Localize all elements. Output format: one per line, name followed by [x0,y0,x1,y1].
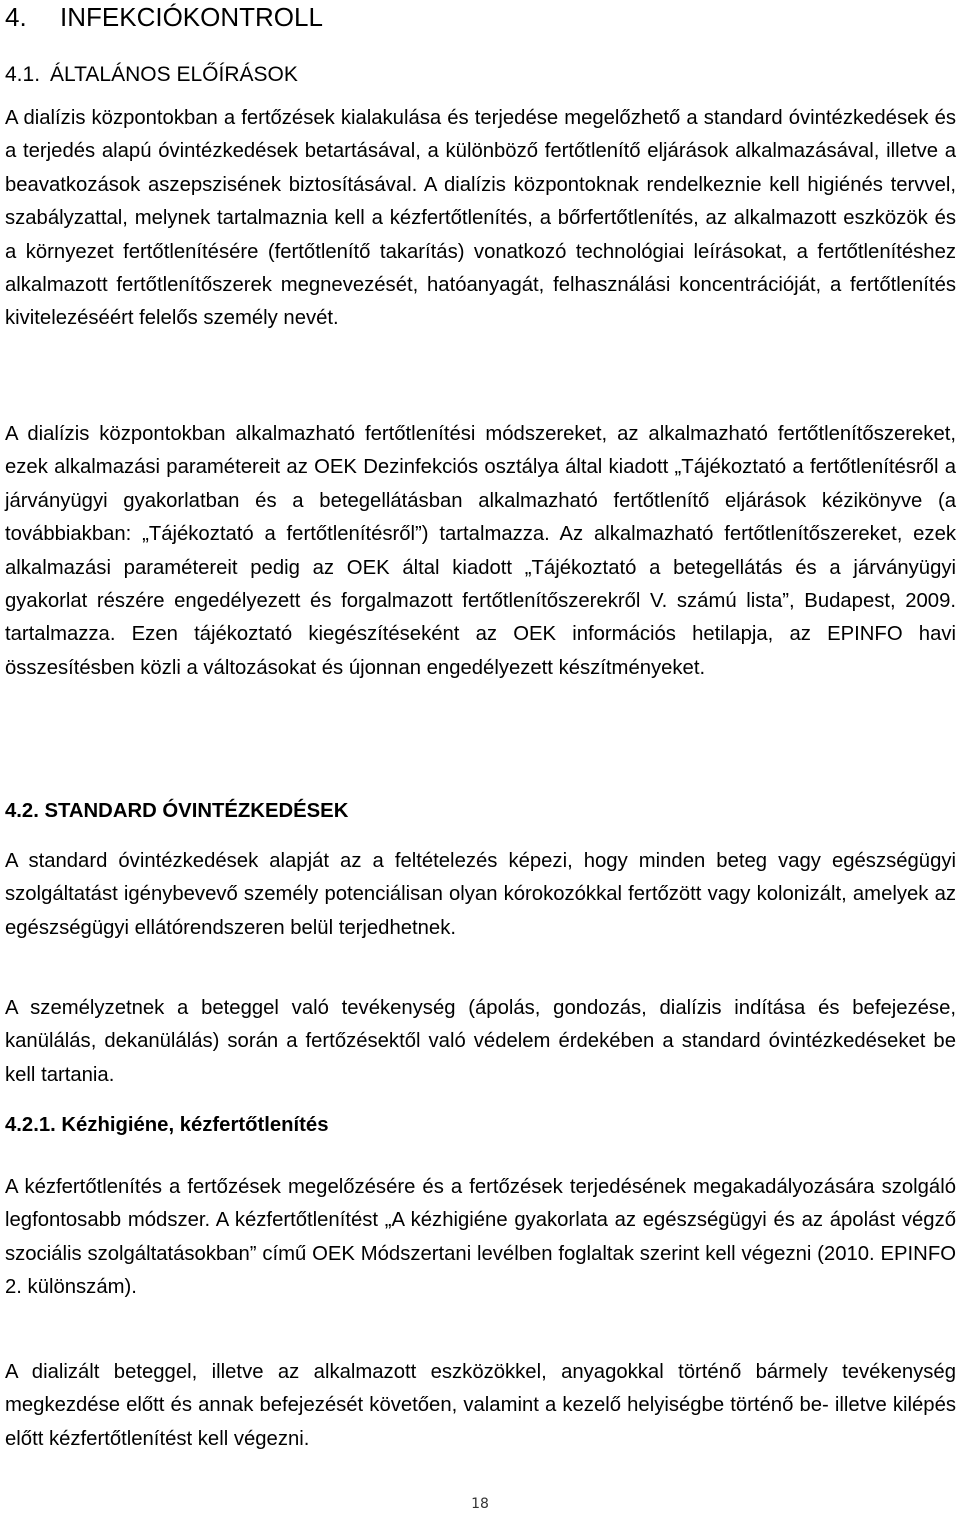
section-number-4-1: 4.1. [5,63,41,86]
paragraph-4-2-1: A standard óvintézkedések alapját az a feltételezés képezi, hogy minden beteg vagy egészségügyi szolgáltatást igénybevevő személy potenciálisan olyan kórokozókkal fertőzött vagy kolonizált, amelyek az egészségügyi ellátórendszeren belül terjedhetnek. [5,850,956,939]
section-title-4-2-1: Kézhigiéne, kézfertőtlenítés [61,1114,329,1136]
section-number-4-2-1: 4.2.1. [5,1114,56,1136]
page-number: 18 [471,1496,489,1512]
chapter-heading [5,2,323,33]
section-heading-4-2 [5,800,956,823]
paragraph-4-2-1-2: A dializált beteggel, illetve az alkalmazott eszközökkel, anyagokkal történő bármely tevékenység megkezdése előtt és annak befejezését követően, valamint a kezelő helyiségbe történő be- illetve kilépés előtt kézfertőtlenítést kell végezni. [5,1361,956,1450]
section-number-4-2: 4.2. [5,800,39,822]
paragraph-4-1-2: A dialízis központokban alkalmazható fertőtlenítési módszereket, az alkalmazható fertőtlenítőszereket, ezek alkalmazási paramétereit az OEK Dezinfekciós osztálya által kiadott „Tájékoztató a fertőtlenítésről a járványügyi gyakorlatban és a betegellátásban alkalmazható fertőtlenítő eljárások kézikönyve (a továbbiakban: „Tájékoztató a fertőtlenítésről”) tartalmazza. Az alkalmazható fertőtlenítőszereket, ezek alkalmazási paramétereit pedig az OEK által kiadott „Tájékoztató a betegellátás és a járványügyi gyakorlat részére engedélyezett és forgalmazott fertőtlenítőszerekről V. számú lista”, Budapest, 2009. tartalmazza. Ezen tájékoztató kiegészítéseként az OEK információs hetilapja, az EPINFO havi összesítésben közli a változásokat és újonnan engedélyezett készítményeket. [5,423,956,679]
paragraph-4-2-2: A személyzetnek a beteggel való tevékenység (ápolás, gondozás, dialízis indítása és befejezése, kanülálás, dekanülálás) során a fertőzésektől való védelem érdekében a standard óvintézkedéseket be kell tartania. [5,997,956,1086]
paragraph-4-1-1: A dialízis központokban a fertőzések kialakulása és terjedése megelőzhető a standard óvintézkedések és a terjedés alapú óvintézkedések betartásával, a különböző fertőtlenítő eljárások alkalmazásával, illetve a beavatkozások aszepszisének biztosításával. A dialízis központoknak rendelkeznie kell higiénés tervvel, szabályzattal, melynek tartalmaznia kell a kézfertőtlenítés, a bőrfertőtlenítés, az alkalmazott eszközök és a környezet fertőtlenítésére (fertőtlenítő takarítás) vonatkozó technológiai leírásokat, a fertőtlenítéshez alkalmazott fertőtlenítőszerek megnevezését, hatóanyagát, felhasználási koncentrációját, a fertőtlenítés kivitelezéséért felelős személy nevét. [5,107,956,330]
chapter-title: INFEKCIÓKONTROLL [60,2,323,32]
section-heading-4-1 [5,63,298,87]
chapter-number: 4. [5,2,27,32]
section-heading-4-2-1 [5,1114,956,1137]
section-title-4-1: ÁLTALÁNOS ELŐÍRÁSOK [50,63,298,86]
paragraph-4-2-1-1: A kézfertőtlenítés a fertőzések megelőzésére és a fertőzések terjedésének megakadályozására szolgáló legfontosabb módszer. A kézfertőtlenítést „A kézhigiéne gyakorlata az egészségügyi és az ápolást végző szociális szolgáltatásokban” című OEK Módszertani levélben foglaltak szerint kell végezni (2010. EPINFO 2. különszám). [5,1176,956,1299]
section-title-4-2: STANDARD ÓVINTÉZKEDÉSEK [44,800,349,822]
